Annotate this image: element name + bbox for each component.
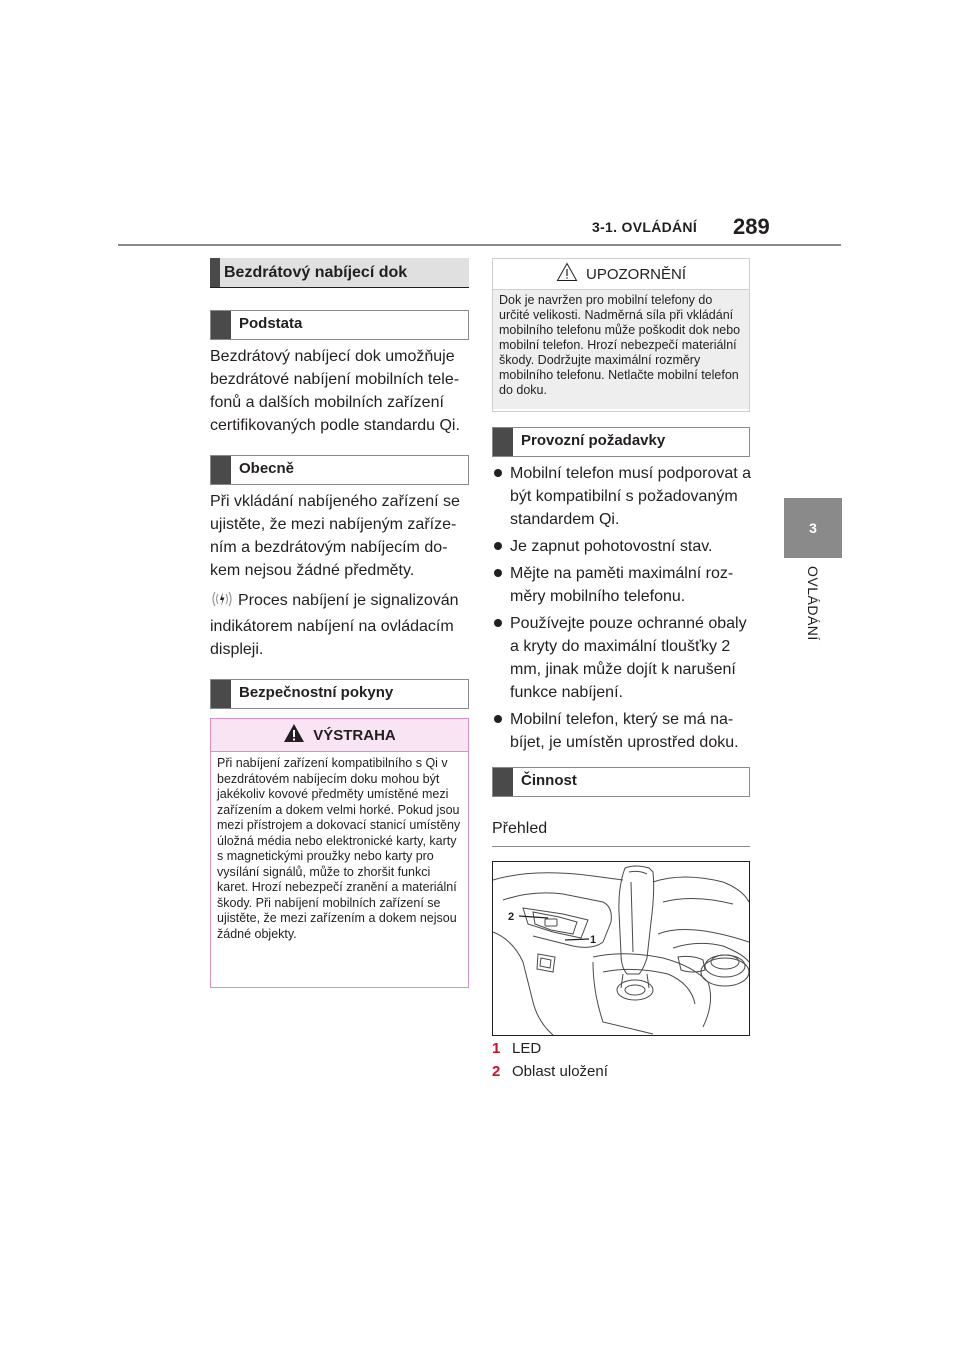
- dock-drawing: [493, 862, 749, 1035]
- legend-number: 2: [492, 1063, 501, 1080]
- warning-title: VÝSTRAHA: [313, 726, 396, 744]
- caution-header: [493, 259, 749, 290]
- requirements-heading-text: Provozní požadavky: [521, 431, 666, 449]
- header-rule: [118, 244, 841, 246]
- operation-heading: [492, 767, 750, 797]
- caution-title: UPOZORNĚNÍ: [585, 265, 686, 283]
- warning-header: [211, 719, 468, 752]
- obecne-heading-text: Obecně: [239, 459, 295, 477]
- caution-triangle-icon: [556, 262, 578, 286]
- section-title: 3-1. OVLÁDÁNÍ: [592, 219, 698, 235]
- podstata-text: Bezdrátový nabíjecí dok umožňuje bezdrátové nabíjení mobilních telefonů a dalších mobilních zařízení certifikovaných podle standardu Qi.: [210, 348, 460, 434]
- obecne-heading: [210, 455, 469, 485]
- heading-bar: [211, 680, 231, 708]
- figure-label-1: 1: [590, 934, 597, 946]
- podstata-heading: [210, 310, 469, 340]
- indicator-text: Proces nabíjení je signalizován indikátorem nabíjení na ovládacím displeji.: [210, 592, 459, 658]
- heading-bar: [211, 456, 231, 484]
- charging-indicator-icon: [210, 590, 234, 615]
- overview-title: Přehled: [492, 820, 548, 837]
- list-item: Používejte pouze ochranné obaly a kryty do maximální tloušťky 2 mm, jinak může dojít k narušení funkce nabíjení.: [492, 612, 754, 704]
- title-bar: [210, 258, 220, 287]
- warning-triangle-icon: [283, 723, 305, 747]
- requirements-list: [492, 462, 754, 758]
- overview-rule: [492, 846, 750, 847]
- chapter-label: [784, 566, 842, 656]
- podstata-heading-text: Podstata: [239, 314, 303, 332]
- main-title-text: Bezdrátový nabíjecí dok: [224, 263, 408, 281]
- requirements-heading: [492, 427, 750, 457]
- warning-box: [210, 718, 469, 988]
- legend-number: 1: [492, 1040, 501, 1057]
- legend-item: [492, 1063, 608, 1080]
- legend-text: LED: [512, 1040, 542, 1057]
- list-item: Mobilní telefon musí podporovat a být kompatibilní s požadovaným standardem Qi.: [492, 462, 754, 531]
- chapter-tab: 3: [784, 498, 842, 558]
- safety-heading-text: Bezpečnostní pokyny: [239, 683, 394, 701]
- page-number: 289: [733, 214, 770, 239]
- operation-heading-text: Činnost: [521, 771, 577, 789]
- heading-bar: [493, 768, 513, 796]
- list-item: Mobilní telefon, který se má nabíjet, je umístěn uprostřed doku.: [492, 708, 754, 754]
- heading-bar: [211, 311, 231, 339]
- heading-bar: [493, 428, 513, 456]
- list-item: Mějte na paměti maximální rozměry mobilního telefonu.: [492, 562, 754, 608]
- safety-heading: [210, 679, 469, 709]
- caution-box: [492, 258, 750, 412]
- caution-text: Dok je navržen pro mobilní telefony do určité velikosti. Nadměrná síla při vkládání mobilního telefonu může poškodit dok nebo mobilní telefon. Hrozí nebezpečí materiální škody. Dodržujte maximální rozměry mobilního telefonu. Netlačte mobilní telefon do doku.: [493, 290, 749, 409]
- dock-illustration: [492, 861, 750, 1036]
- obecne-text: Při vkládání nabíjeného zařízení se ujistěte, že mezi nabíjeným zařízením a bezdrátovým nabíjecím dokem nejsou žádné předměty.: [210, 493, 460, 579]
- chapter-label-text: OVLÁDÁNÍ: [805, 566, 821, 641]
- figure-label-2: 2: [508, 911, 515, 923]
- legend-item: [492, 1040, 541, 1057]
- list-item: Je zapnut pohotovostní stav.: [492, 535, 754, 558]
- indicator-paragraph: [210, 589, 472, 661]
- main-title: [210, 258, 469, 288]
- warning-text: Při nabíjení zařízení kompatibilního s Qi v bezdrátovém nabíjecím doku mohou být jakékoliv kovové předměty umístěné mezi zařízením a dokem velmi horké. Pokud jsou mezi přístrojem a dokovací stanicí umístěny úložná média nebo elektronické karty, karty s magnetickými proužky nebo karty pro vysílání signálů, může to zhoršit funkci karet. Hrozí nebezpečí zranění a materiální škody. Při nabíjení mobilních zařízení se ujistěte, že mezi zařízením a dokem nejsou žádné objekty.: [217, 756, 461, 941]
- legend-text: Oblast uložení: [512, 1063, 608, 1080]
